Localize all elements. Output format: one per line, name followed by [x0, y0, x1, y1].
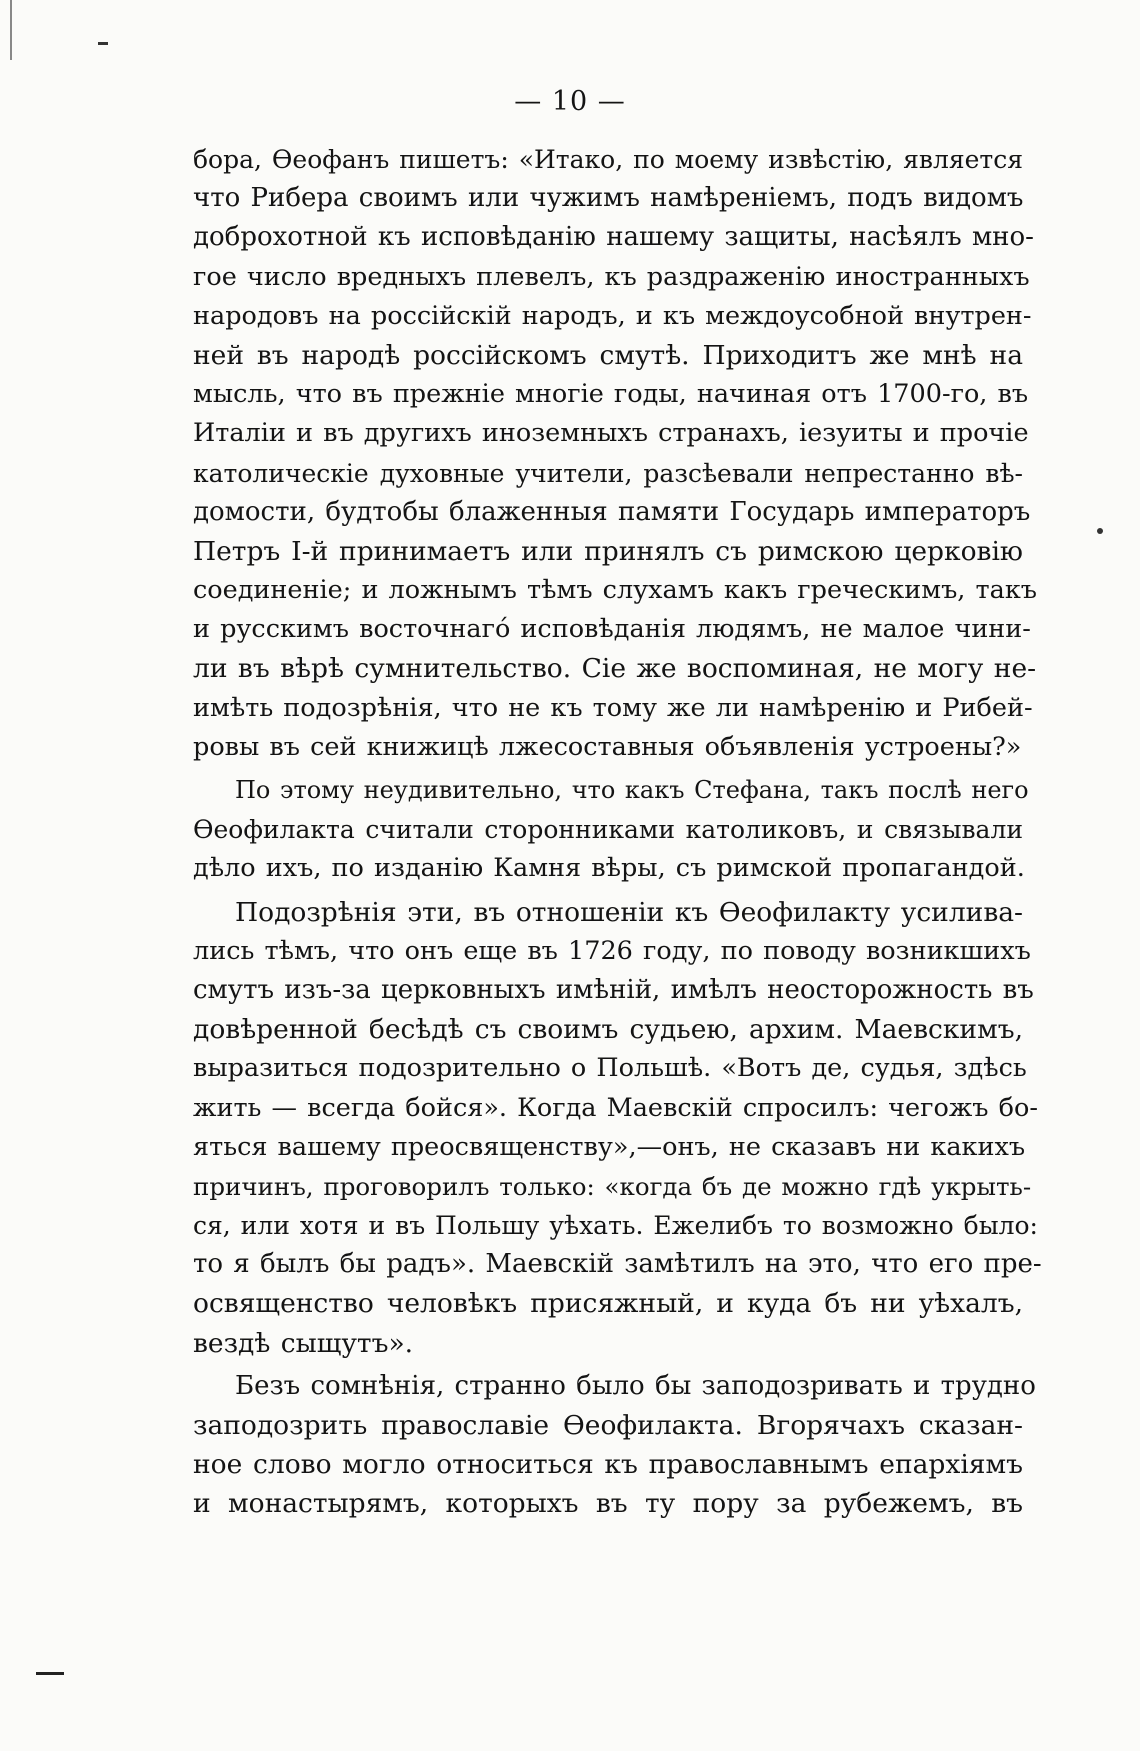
- text-line: ней въ народѣ россійскомъ смутѣ. Приходитъ же мнѣ на: [193, 339, 1023, 371]
- body-text: [193, 140, 1042, 1524]
- text-line: заподозрить православіе Ѳеофилакта. Вгорячахъ сказан-: [193, 1410, 1023, 1441]
- text-line: католическіе духовные учители, разсѣевали непрестанно вѣ-: [193, 458, 1023, 488]
- text-line: бора, Ѳеофанъ пишетъ: «Итако, по моему извѣстію, является: [193, 145, 1023, 174]
- text-line: мысль, что въ прежніе многіе годы, начиная отъ 1700-го, въ: [193, 379, 1029, 410]
- text-line: то я былъ бы радъ». Маевскій замѣтилъ на это, что его пре-: [193, 1249, 1042, 1280]
- text-line: соединеніе; и ложнымъ тѣмъ слухамъ какъ греческимъ, такъ: [193, 575, 1037, 606]
- scan-edge-mark: [10, 0, 12, 60]
- text-line: домости, будтобы блаженныя памяти Государь императоръ: [193, 496, 1031, 527]
- text-line: Безъ сомнѣнія, странно было бы заподозривать и трудно: [235, 1370, 1036, 1401]
- text-line: и русскимъ восточнагó исповѣданія людямъ, не малое чини-: [193, 614, 1031, 645]
- text-line: смутъ изъ-за церковныхъ имѣній, имѣлъ неосторожность въ: [193, 974, 1034, 1005]
- text-line: Италіи и въ другихъ иноземныхъ странахъ, іезуиты и прочіе: [193, 418, 1029, 449]
- scan-dash-mark-bottom: [36, 1672, 64, 1675]
- text-line: ное слово могло относиться къ православнымъ епархіямъ: [193, 1449, 1023, 1481]
- text-line: Ѳеофилакта считали сторонниками католиковъ, и связывали: [193, 815, 1023, 845]
- text-line: жить — всегда бойся». Когда Маевскій спросилъ: чегожъ бо-: [193, 1092, 1038, 1123]
- text-line: гое число вредныхъ плевелъ, къ раздраженію иностранныхъ: [193, 261, 1030, 292]
- text-line: и монастырямъ, которыхъ въ ту пору за рубежемъ, въ: [193, 1488, 1023, 1520]
- text-line: дѣло ихъ, по изданію Камня вѣры, съ римской пропагандой.: [193, 853, 1025, 884]
- text-line: народовъ на россійскій народъ, и къ междоусобной внутрен-: [193, 300, 1032, 331]
- text-line: ровы въ сей книжицѣ лжесоставныя объявленія устроены?»: [193, 731, 1022, 762]
- text-line: вездѣ сыщутъ».: [193, 1327, 414, 1359]
- text-line: ли въ вѣрѣ сумнительство. Сіе же воспоминая, не могу не-: [193, 653, 1037, 685]
- page-number: — 10 —: [514, 86, 626, 117]
- text-line: имѣть подозрѣнія, что не къ тому же ли намѣренію и Рибей-: [193, 692, 1033, 723]
- text-line: выразиться подозрительно о Польшѣ. «Вотъ де, судья, здѣсь: [193, 1053, 1027, 1084]
- text-line: Петръ І-й принимаетъ или принялъ съ римскою церковію: [193, 535, 1023, 567]
- text-line: доброхотной къ исповѣданію нашему защиты, насѣялъ мно-: [193, 222, 1034, 253]
- text-line: Подозрѣнія эти, въ отношеніи къ Ѳеофилакту усилива-: [235, 896, 1023, 928]
- text-line: По этому неудивительно, что какъ Стефана, такъ послѣ него: [235, 776, 1029, 804]
- text-line: довѣренной бесѣдѣ съ своимъ судьею, архим. Маевскимъ,: [193, 1014, 1023, 1046]
- scan-dot-mark: [1097, 528, 1103, 534]
- text-line: что Рибера своимъ или чужимъ намѣреніемъ, подъ видомъ: [193, 183, 1024, 214]
- text-line: причинъ, проговорилъ только: «когда бъ де можно гдѣ укрыть-: [193, 1171, 1032, 1201]
- scan-dash-mark: [98, 42, 108, 45]
- text-line: ся, или хотя и въ Польшу уѣхать. Ежелибъ то возможно было:: [193, 1211, 1038, 1241]
- text-line: освященство человѣкъ присяжный, и куда бъ ни уѣхалъ,: [193, 1288, 1023, 1320]
- text-line: лись тѣмъ, что онъ еще въ 1726 году, по поводу возникшихъ: [193, 935, 1031, 966]
- text-line: яться вашему преосвященству»,—онъ, не сказавъ ни какихъ: [193, 1131, 1026, 1162]
